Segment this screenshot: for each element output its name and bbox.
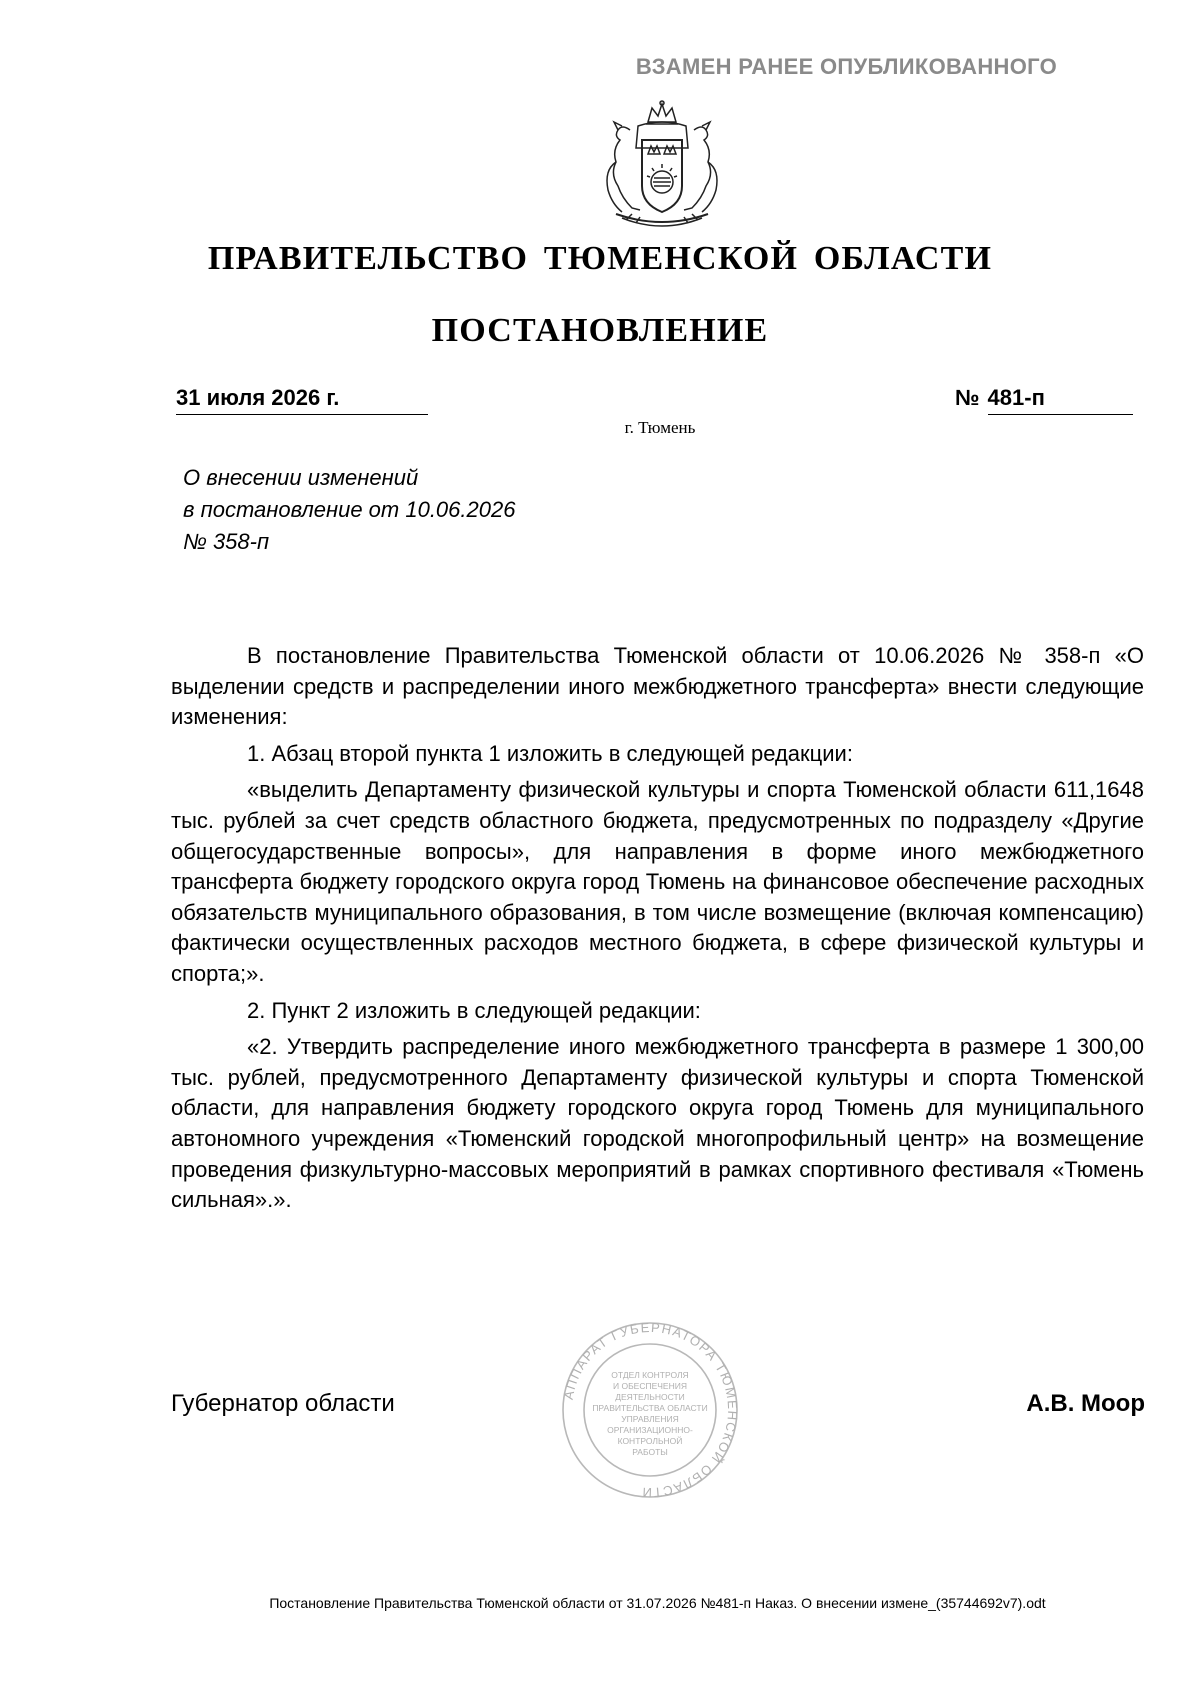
- body-paragraph: В постановление Правительства Тюменской области от 10.06.2026 № 358-п «О выделении средств и распределении иного межбюджетного трансферта» внести следующие изменения:: [171, 643, 1144, 730]
- watermark-replaced-notice: ВЗАМЕН РАНЕЕ ОПУБЛИКОВАННОГО: [635, 54, 1057, 79]
- subject-line: О внесении изменений: [183, 465, 419, 490]
- document-number: 481-п: [988, 384, 1133, 415]
- document-city: г. Тюмень: [624, 418, 696, 437]
- seal-inner-line: И ОБЕСПЕЧЕНИЯ: [613, 1381, 687, 1391]
- subject-line: № 358-п: [183, 529, 270, 554]
- seal-inner-line: ОТДЕЛ КОНТРОЛЯ: [611, 1370, 689, 1380]
- body-paragraph: 1. Абзац второй пункта 1 изложить в следующей редакции:: [247, 740, 853, 766]
- document-number-block: [955, 384, 1133, 415]
- signatory-name: А.В. Моор: [1026, 1390, 1145, 1417]
- seal-inner-line: РАБОТЫ: [632, 1447, 668, 1457]
- signatory-title: Губернатор области: [171, 1390, 395, 1417]
- body-paragraph: 2. Пункт 2 изложить в следующей редакции:: [247, 997, 701, 1023]
- document-date: 31 июля 2026 г.: [176, 384, 428, 415]
- document-footer-filename: Постановление Правительства Тюменской области от 31.07.2026 №481-п Наказ. О внесении измене_(35744692v7).odt: [269, 1595, 1046, 1611]
- body-paragraph: «2. Утвердить распределение иного межбюджетного трансферта в размере 1 300,00 тыс. рублей, предусмотренного Департаменту физической культуры и спорта Тюменской области, для направления бюджету городского округа город Тюмень для муниципального автономного учреждения «Тюменский городской многопрофильный центр» на возмещение проведения физкультурно-массовых мероприятий в рамках спортивного фестиваля «Тюмень сильная».».: [171, 1034, 1144, 1213]
- body-paragraph: «выделить Департаменту физической культуры и спорта Тюменской области 611,1648 тыс. рублей за счет средств областного бюджета, предусмотренных по подразделу «Другие общегосударственные вопросы», для направления в форме иного межбюджетного трансферта бюджету городского округа город Тюмень на финансовое обеспечение расходных обязательств муниципального образования, в том числе возмещение (включая компенсацию) фактически осуществленных расходов местного бюджета, в сфере физической культуры и спорта;».: [171, 777, 1144, 986]
- coat-of-arms-emblem: [582, 100, 742, 235]
- official-seal-stamp: [560, 1320, 740, 1500]
- document-subject: [183, 462, 515, 558]
- seal-outer-text: АППАРАТ ГУБЕРНАТОРА ТЮМЕНСКОЙ ОБЛАСТИ: [560, 1320, 740, 1500]
- seal-inner-line: ОРГАНИЗАЦИОННО-: [607, 1425, 693, 1435]
- seal-inner-line: ДЕЯТЕЛЬНОСТИ: [615, 1392, 685, 1402]
- seal-inner-line: КОНТРОЛЬНОЙ: [617, 1436, 683, 1446]
- subject-line: в постановление от 10.06.2026: [183, 497, 516, 522]
- document-type-title: ПОСТАНОВЛЕНИЕ: [431, 312, 769, 349]
- document-body: [171, 641, 1144, 1216]
- seal-inner-line: ПРАВИТЕЛЬСТВА ОБЛАСТИ: [592, 1403, 708, 1413]
- number-sign: №: [955, 385, 980, 410]
- organization-title: ПРАВИТЕЛЬСТВО ТЮМЕНСКОЙ ОБЛАСТИ: [207, 240, 993, 277]
- seal-inner-line: УПРАВЛЕНИЯ: [621, 1414, 679, 1424]
